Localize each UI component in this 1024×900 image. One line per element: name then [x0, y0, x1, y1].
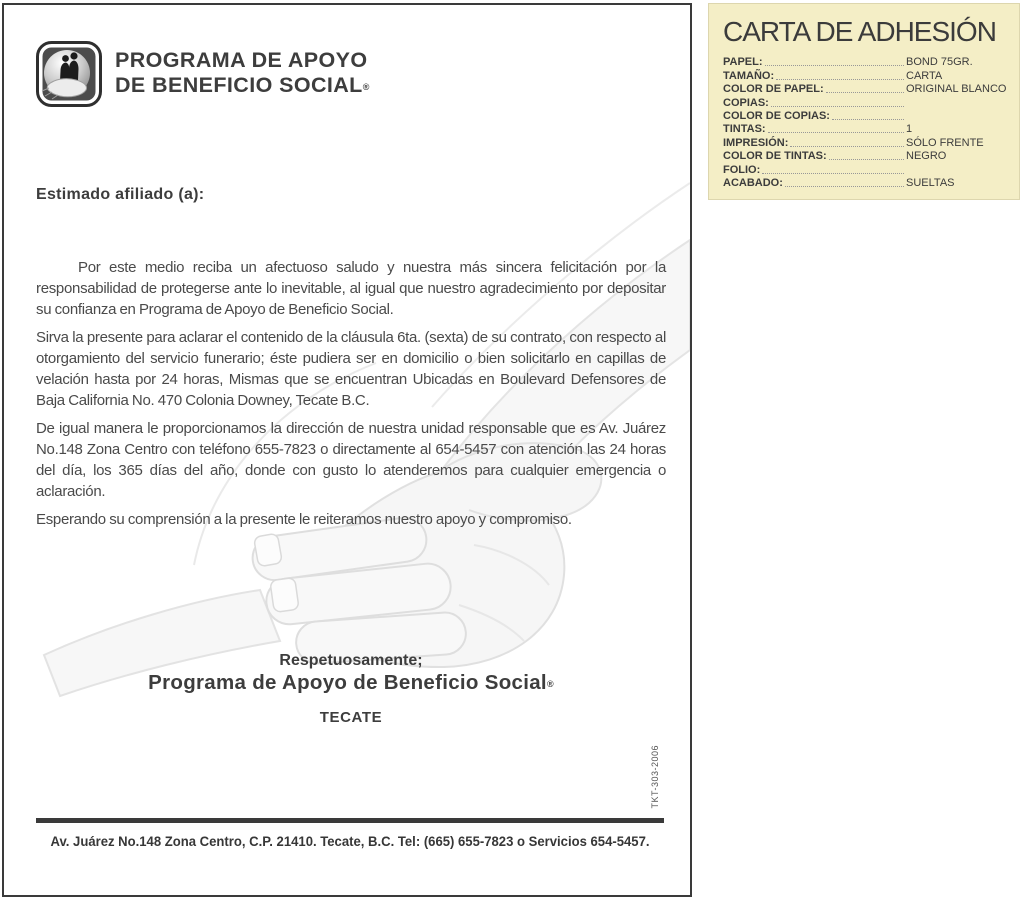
signature-organization: Programa de Apoyo de Beneficio Social®	[148, 671, 554, 694]
spec-label: FOLIO:	[723, 163, 761, 176]
spec-value: CARTA	[906, 69, 943, 82]
spec-dotted-leader	[776, 70, 904, 80]
spec-label: IMPRESIÓN:	[723, 136, 789, 149]
spec-value: BOND 75GR.	[906, 56, 973, 69]
greeting: Estimado afiliado (a):	[36, 186, 205, 203]
spec-rows	[723, 55, 1007, 189]
spec-row	[723, 55, 1007, 68]
spec-dotted-leader	[829, 150, 904, 160]
letter-paragraph: Por este medio reciba un afectuoso saludo y nuestra más sincera felicitación por la responsabilidad de protegerse ante lo inevitable, al igual que nuestro agradecimiento por depositar su confianza en Programa de Apoyo de Beneficio Social.	[36, 259, 666, 318]
spec-dotted-leader	[790, 137, 904, 147]
signature-city: TECATE	[319, 709, 383, 726]
letter-paragraph: Sirva la presente para aclarar el contenido de la cláusula 6ta. (sexta) de su contrato, con respecto al otorgamiento del servicio funerario; éste pudiera ser en domicilio o bien solicitarlo en capillas de velación hasta por 24 horas, Mismas que se encuentran Ubicadas en Boulevard Defensores de Baja California No. 470 Colonia Downey, Tecate B.C.	[36, 329, 666, 409]
letter-document	[2, 3, 692, 897]
spec-row	[723, 109, 1007, 122]
spec-row	[723, 149, 1007, 162]
registered-trademark-icon: ®	[362, 82, 370, 92]
spec-row	[723, 95, 1007, 108]
brand-logo-icon	[36, 41, 102, 107]
letter-paragraph: Esperando su comprensión a la presente le reiteramos nuestro apoyo y compromiso.	[36, 511, 572, 528]
footer-address: Av. Juárez No.148 Zona Centro, C.P. 21410. Tecate, B.C. Tel: (665) 655-7823 o Servicios 654-5457.	[50, 834, 650, 849]
form-code: TKT-303-2006	[650, 745, 660, 809]
brand-name-line1: PROGRAMA DE APOYO	[115, 48, 368, 72]
spec-value: ORIGINAL BLANCO	[906, 83, 1007, 96]
spec-row	[723, 68, 1007, 81]
registered-trademark-icon: ®	[546, 679, 554, 689]
letter-body	[36, 257, 666, 530]
spec-value: 1	[906, 123, 913, 136]
spec-value: SUELTAS	[906, 176, 955, 189]
letter-paragraph: De igual manera le proporcionamos la dirección de nuestra unidad responsable que es Av. Juárez No.148 Zona Centro con teléfono 655-7823 o directamente al 654-5457 con atención las 24 horas del día, los 365 días del año, donde con gusto lo atenderemos para cualquier emergencia o aclaración.	[36, 420, 666, 500]
spec-label: PAPEL:	[723, 56, 763, 69]
spec-dotted-leader	[832, 110, 904, 120]
brand-name-line2: DE BENEFICIO SOCIAL®	[115, 73, 370, 97]
spec-label: TINTAS:	[723, 123, 766, 136]
brand-header	[36, 41, 666, 107]
print-spec-box	[708, 3, 1020, 200]
spec-label: COLOR DE PAPEL:	[723, 83, 824, 96]
signature-block	[36, 652, 666, 726]
spec-dotted-leader	[768, 123, 904, 133]
spec-dotted-leader	[826, 83, 904, 93]
spec-dotted-leader	[771, 97, 904, 107]
spec-dotted-leader	[765, 56, 904, 66]
spec-value: NEGRO	[906, 150, 947, 163]
spec-row	[723, 122, 1007, 135]
spec-row	[723, 82, 1007, 95]
spec-value: SÓLO FRENTE	[906, 136, 984, 149]
spec-row	[723, 176, 1007, 189]
spec-row	[723, 135, 1007, 148]
spec-label: COLOR DE TINTAS:	[723, 150, 827, 163]
letter-footer	[36, 818, 664, 849]
signature-salutation: Respetuosamente;	[279, 652, 423, 669]
spec-label: COPIAS:	[723, 96, 769, 109]
spec-box-title: CARTA DE ADHESIÓN	[723, 16, 996, 47]
spec-label: COLOR DE COPIAS:	[723, 109, 830, 122]
footer-divider	[36, 818, 664, 823]
brand-name	[115, 48, 370, 100]
spec-label: TAMAÑO:	[723, 69, 775, 82]
letter-content	[4, 41, 690, 726]
spec-label: ACABADO:	[723, 176, 783, 189]
spec-row	[723, 162, 1007, 175]
spec-dotted-leader	[785, 177, 904, 187]
spec-dotted-leader	[762, 164, 904, 174]
